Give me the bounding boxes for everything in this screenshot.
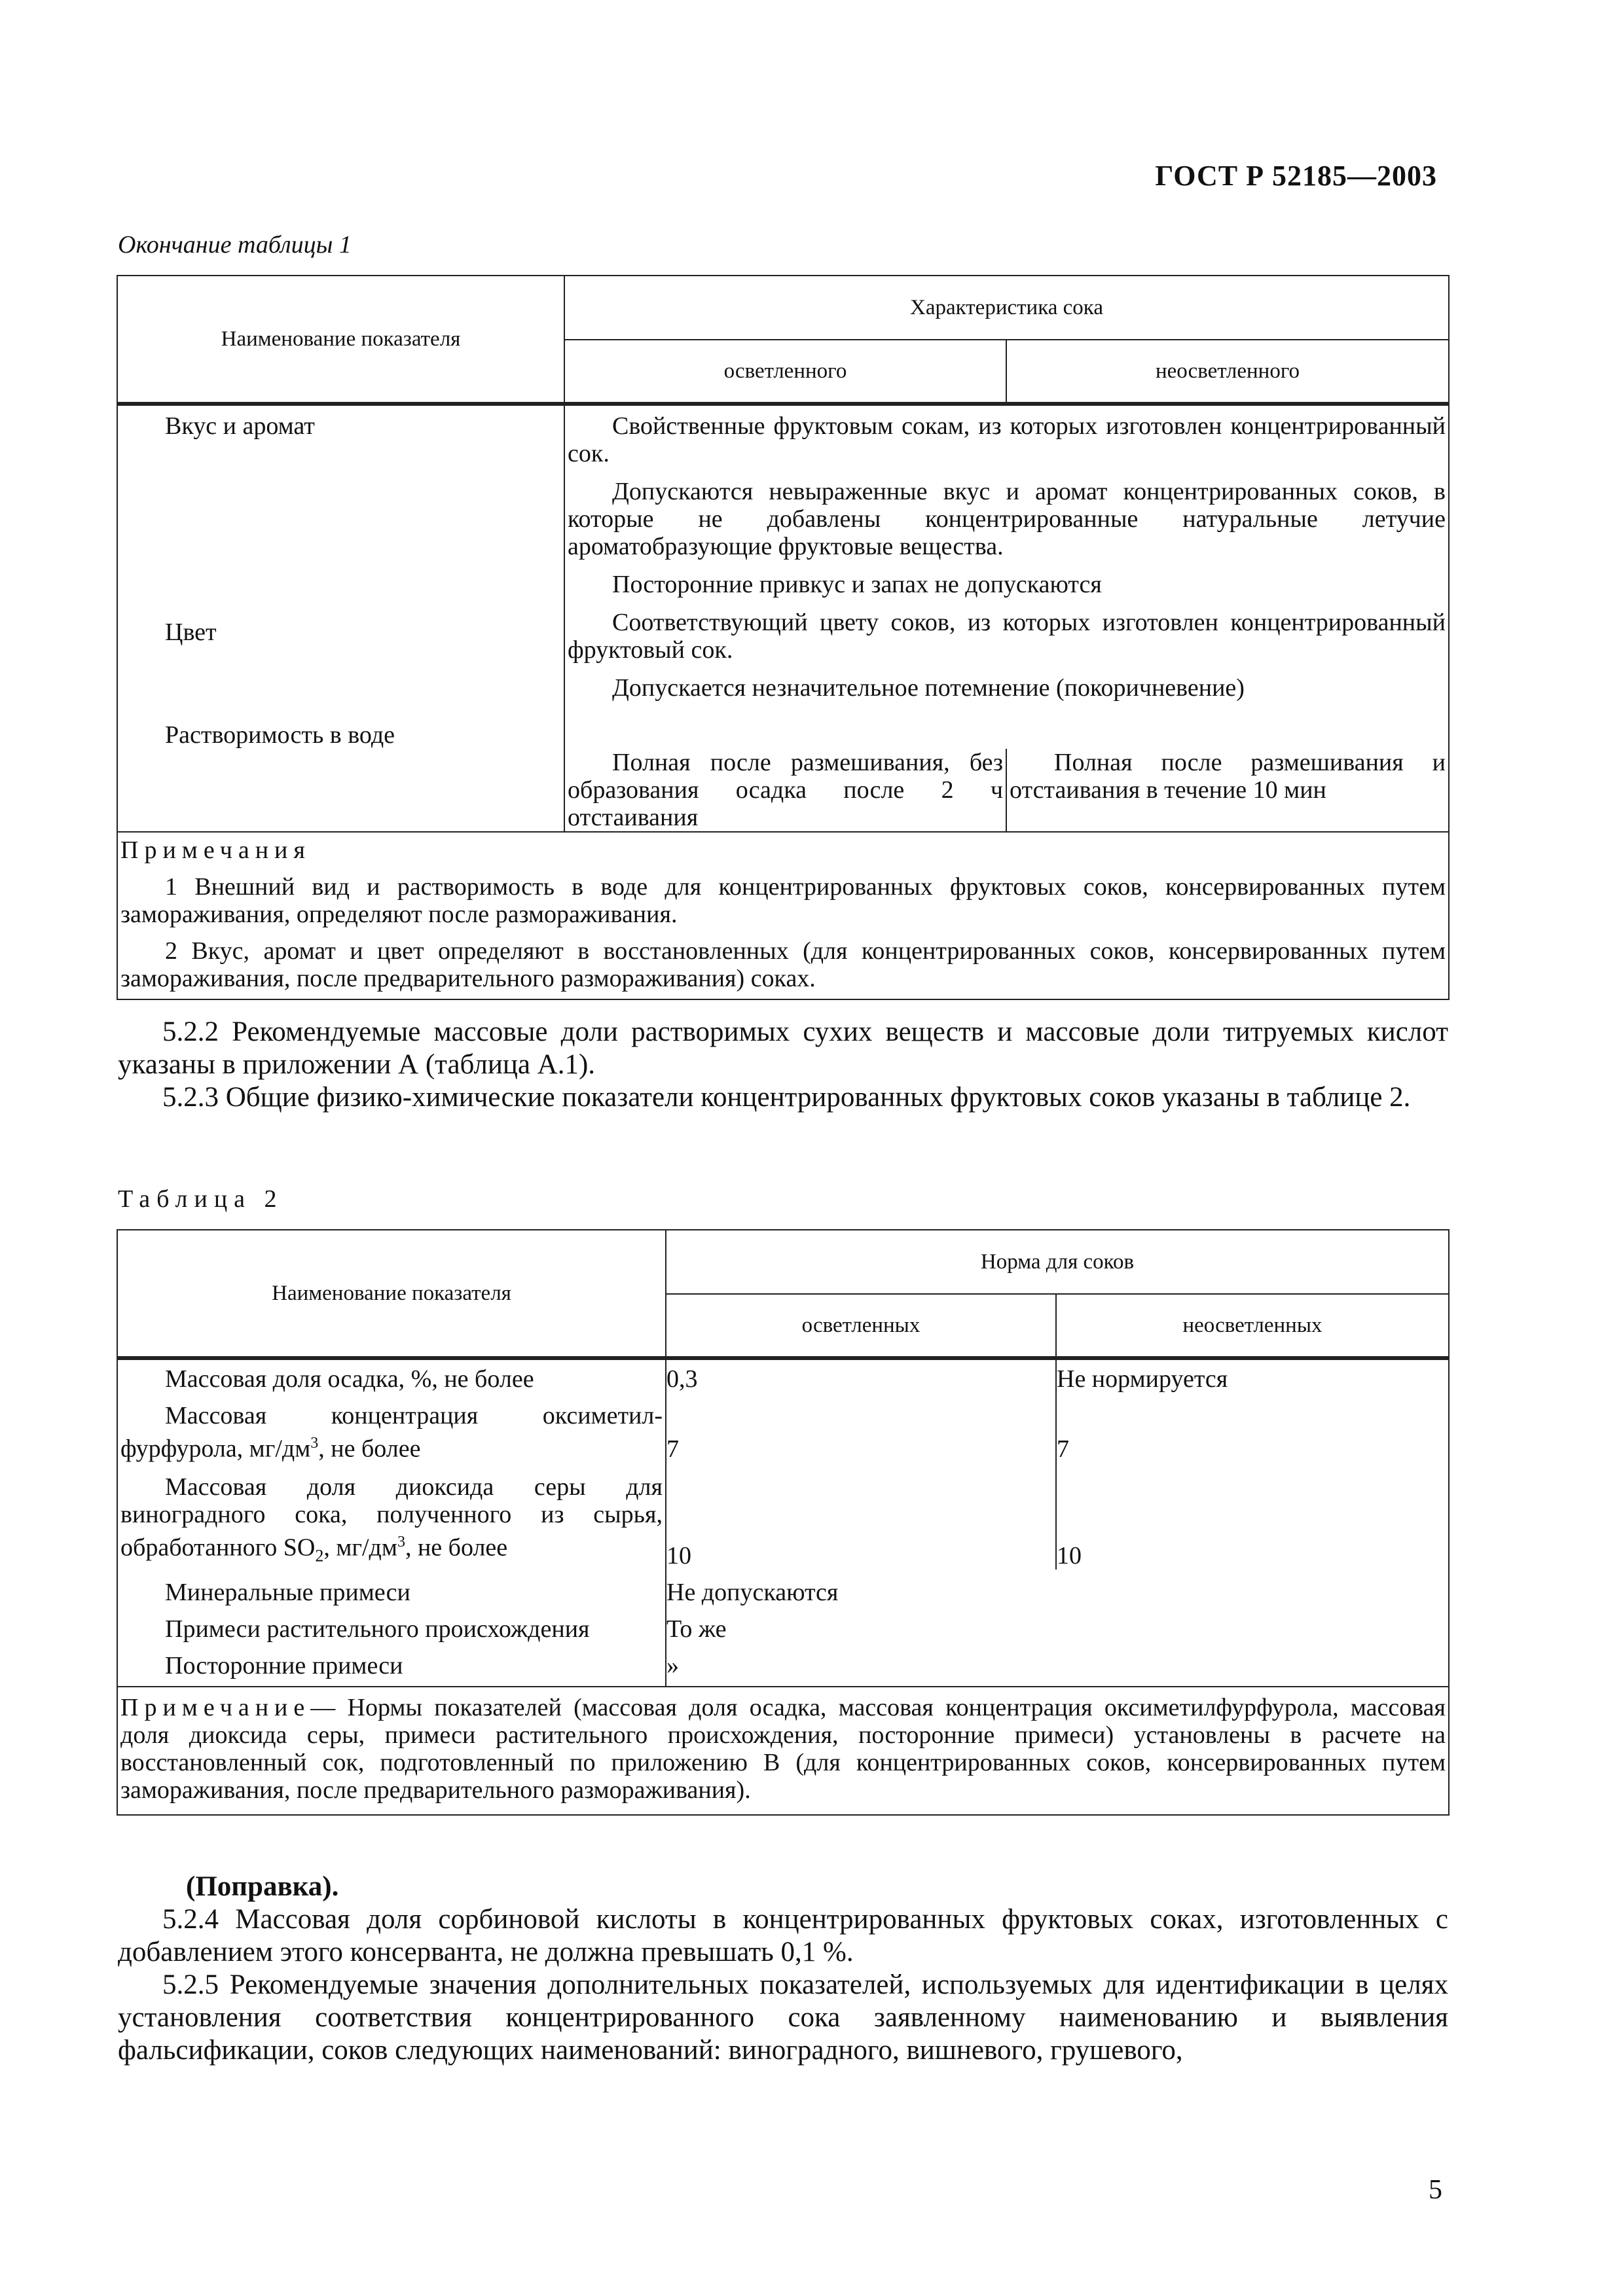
t1-header-col-a: осветленного xyxy=(564,340,1006,404)
t2-r1-a: 0,3 xyxy=(666,1358,1056,1393)
t1-merged-cell xyxy=(564,404,1449,749)
t1-row1-text-1: Свойственные фруктовым сокам, из которых изготовлен концентрированный сок. xyxy=(568,412,1446,467)
t2-r3-b: 10 xyxy=(1056,1463,1449,1570)
t2-r2-name xyxy=(118,1402,665,1463)
t1-row1-text-3: Посторонние привкус и запах не допускаются xyxy=(612,571,1102,598)
t2-row-hmf xyxy=(117,1393,1449,1463)
t2-row-so2 xyxy=(117,1463,1449,1570)
t2-note-cell xyxy=(117,1687,1449,1815)
t1-header-group: Характеристика сока xyxy=(564,276,1449,340)
t1-row1-text-2: Допускаются невыраженные вкус и аромат концентрированных соков, в которые не добавлены концентрированные натуральные летучие ароматобразующие фруктовые вещества. xyxy=(568,478,1446,560)
table-1 xyxy=(117,275,1450,1000)
t2-r5-name: Примеси растительного происхождения xyxy=(165,1615,590,1643)
t2-r2-a: 7 xyxy=(666,1393,1056,1463)
t2-r3-name-sup: 3 xyxy=(397,1533,405,1551)
t2-r1-name: Массовая доля осадка, %, не более xyxy=(165,1365,534,1393)
t2-r6-name: Посторонние примеси xyxy=(165,1651,403,1679)
t2-header-col-b: неосветленных xyxy=(1056,1294,1449,1358)
t2-row-plant xyxy=(117,1606,1449,1643)
t1-row3-name-spacer xyxy=(117,749,564,832)
document-id-header: ГОСТ Р 52185—2003 xyxy=(1155,160,1437,192)
t1-row3-name: Растворимость в воде xyxy=(165,721,395,749)
t2-header-col-a: осветленных xyxy=(666,1294,1056,1358)
t2-r3-name xyxy=(118,1473,665,1570)
t1-row3-text-a: Полная после размешивания, без образования осадка после 2 ч отстаивания xyxy=(568,749,1003,831)
t2-r6-value: » xyxy=(666,1643,1449,1687)
t2-r3-name-main: Массовая доля диоксида серы для виноградного сока, полученного из сырья, обработанного SO xyxy=(120,1473,663,1562)
paragraph-5-2-2: 5.2.2 Рекомендуемые массовые доли растворимых сухих веществ и массовые доли титруемых кислот указаны в приложении А (таблица А.1). xyxy=(118,1016,1448,1080)
t1-header-name: Наименование показателя xyxy=(117,276,564,404)
t1-note-1: 1 Внешний вид и растворимость в воде для концентрированных фруктовых соков, консервированных путем замораживания, определяют после размораживания. xyxy=(120,873,1446,928)
t1-row2-text-2: Допускается незначительное потемнение (покоричневение) xyxy=(612,674,1245,702)
t2-note-text: — Нормы показателей (массовая доля осадка, массовая концентрация оксиметилфурфурола, массовая доля диоксида серы, примеси растительного происхождения, посторонние примеси) установлены в расчете на восстановленный сок, подготовленный по приложению В (для концентрированных соков, консервированных путем замораживания, после предварительного размораживания). xyxy=(120,1693,1446,1804)
amendment-label: (Поправка). xyxy=(186,1871,339,1902)
t1-row3-col-a xyxy=(564,749,1006,832)
t2-r1-b: Не нормируется xyxy=(1056,1358,1449,1393)
t1-names-cell xyxy=(117,404,564,749)
t1-note-2: 2 Вкус, аромат и цвет определяют в восстановленных (для концентрированных соков, консервированных путем замораживания, после предварительного размораживания) соках. xyxy=(120,937,1446,992)
t2-r3-name-sub: 2 xyxy=(315,1545,324,1565)
t2-r2-b: 7 xyxy=(1056,1393,1449,1463)
t2-row-mineral xyxy=(117,1570,1449,1606)
t1-row3-col-b xyxy=(1006,749,1449,832)
t1-row2-text-1: Соответствующий цвету соков, из которых изготовлен концентрированный фруктовый сок. xyxy=(568,609,1446,664)
t1-row3-text-b: Полная после размешивания и отстаивания в течение 10 мин xyxy=(1010,749,1446,804)
t2-r2-name-tail: , не более xyxy=(318,1435,421,1463)
t2-r5-value: То же xyxy=(666,1606,1449,1643)
t2-r3-a: 10 xyxy=(666,1463,1056,1570)
t2-row-foreign xyxy=(117,1643,1449,1687)
t2-header-group: Норма для соков xyxy=(666,1230,1449,1294)
t2-row-sediment xyxy=(117,1358,1449,1393)
t2-r3-name-mid: , мг/дм xyxy=(323,1534,397,1562)
table2-caption: Таблица 2 xyxy=(118,1185,283,1213)
t1-row2-name: Цвет xyxy=(165,619,217,646)
t2-r4-name: Минеральные примеси xyxy=(165,1578,410,1606)
page-number: 5 xyxy=(1429,2175,1442,2205)
paragraph-5-2-5: 5.2.5 Рекомендуемые значения дополнительных показателей, используемых для идентификации в целях установления соответствия концентрированного сока заявленному наименованию и выявления фальсификации, соков следующих наименований: виноградного, вишневого, грушевого, xyxy=(118,1969,1448,2066)
t1-header-col-b: неосветленного xyxy=(1006,340,1449,404)
table1-continuation-caption: Окончание таблицы 1 xyxy=(118,231,352,259)
t1-notes-title: Примечания xyxy=(120,836,311,864)
paragraph-5-2-3: 5.2.3 Общие физико-химические показатели концентрированных фруктовых соков указаны в таблице 2. xyxy=(162,1082,1411,1113)
t2-r4-value: Не допускаются xyxy=(666,1570,1449,1606)
t2-r2-name-sup: 3 xyxy=(310,1435,319,1452)
t2-r3-name-tail: , не более xyxy=(405,1534,508,1562)
t2-note-title: Примечание xyxy=(120,1693,311,1721)
t1-notes-cell xyxy=(117,832,1449,999)
t1-row1-name: Вкус и аромат xyxy=(165,412,315,440)
paragraph-5-2-4: 5.2.4 Массовая доля сорбиновой кислоты в концентрированных фруктовых соках, изготовленных с добавлением этого консерванта, не должна превышать 0,1 %. xyxy=(118,1904,1448,1967)
t2-r2-name-main: Массовая концентрация оксиметил-фурфурола, мг/дм xyxy=(120,1402,663,1463)
table-2 xyxy=(117,1229,1450,1816)
t2-header-name: Наименование показателя xyxy=(117,1230,666,1358)
